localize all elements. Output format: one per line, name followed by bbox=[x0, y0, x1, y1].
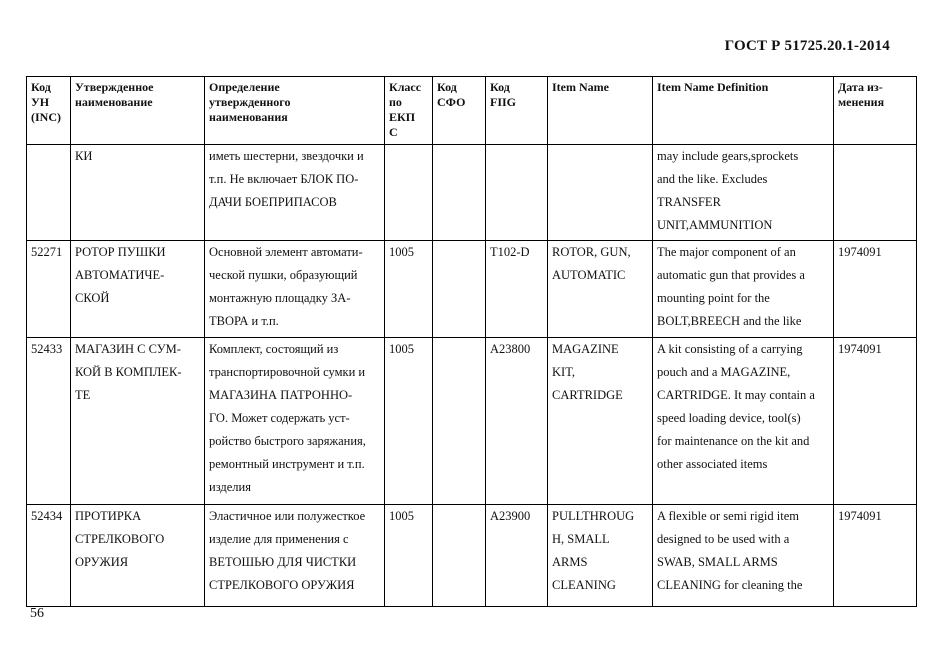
cell-line: ДАЧИ БОЕПРИПАСОВ bbox=[209, 195, 337, 209]
column-header-line: наименование bbox=[75, 95, 153, 109]
column-header-sfo bbox=[433, 77, 486, 145]
cell-line: СТРЕЛКОВОГО bbox=[75, 532, 165, 546]
column-header-line: Дата из- bbox=[838, 80, 883, 94]
column-header-line: по bbox=[389, 95, 402, 109]
cell-line: and the like. Excludes bbox=[657, 172, 768, 186]
cell-line: PULLTHROUG bbox=[552, 509, 635, 523]
cell-class bbox=[385, 145, 433, 241]
column-header-line: ЕКП bbox=[389, 110, 416, 124]
cell-line: изделие для применения с bbox=[209, 532, 349, 546]
column-header-line: FIIG bbox=[490, 95, 517, 109]
cell-line: Основной элемент автомати- bbox=[209, 245, 363, 259]
cell-line: РОТОР ПУШКИ bbox=[75, 245, 166, 259]
column-header-line: С bbox=[389, 125, 398, 139]
cell-line: транспортировочной сумки и bbox=[209, 365, 366, 379]
cell-line: AUTOMATIC bbox=[552, 268, 626, 282]
cell-fiig bbox=[486, 145, 548, 241]
cell-line: other associated items bbox=[657, 457, 768, 471]
table-row bbox=[27, 505, 917, 607]
cell-sfo bbox=[433, 338, 486, 505]
cell-value: T102-D bbox=[490, 245, 530, 259]
column-header-name bbox=[71, 77, 205, 145]
cell-definition bbox=[205, 241, 385, 338]
cell-value: 1005 bbox=[389, 245, 414, 259]
cell-line: МАГАЗИНА ПАТРОННО- bbox=[209, 388, 353, 402]
cell-value: 52433 bbox=[31, 342, 63, 356]
cell-line: т.п. Не включает БЛОК ПО- bbox=[209, 172, 359, 186]
cell-line: ROTOR, GUN, bbox=[552, 245, 631, 259]
cell-line: UNIT,AMMUNITION bbox=[657, 218, 773, 232]
cell-class bbox=[385, 241, 433, 338]
column-header-line: УН bbox=[31, 95, 50, 109]
cell-line: изделия bbox=[209, 480, 251, 494]
cell-sfo bbox=[433, 505, 486, 607]
cell-fiig bbox=[486, 241, 548, 338]
cell-inc bbox=[27, 145, 71, 241]
cell-line: ческой пушки, образующий bbox=[209, 268, 358, 282]
cell-value: 1974091 bbox=[838, 342, 882, 356]
cell-item-def bbox=[653, 145, 834, 241]
cell-inc bbox=[27, 241, 71, 338]
cell-item-def bbox=[653, 338, 834, 505]
cell-value: A23800 bbox=[490, 342, 531, 356]
table-body bbox=[27, 145, 917, 607]
cell-item-def bbox=[653, 505, 834, 607]
cell-item-name bbox=[548, 505, 653, 607]
cell-definition bbox=[205, 145, 385, 241]
column-header-line: (INC) bbox=[31, 110, 61, 124]
cell-value: 52271 bbox=[31, 245, 63, 259]
column-header-definition bbox=[205, 77, 385, 145]
cell-date bbox=[834, 241, 917, 338]
cell-line: CARTRIDGE bbox=[552, 388, 623, 402]
cell-line: speed loading device, tool(s) bbox=[657, 411, 801, 425]
cell-line: КИ bbox=[75, 149, 93, 163]
cell-name bbox=[71, 505, 205, 607]
cell-line: The major component of an bbox=[657, 245, 796, 259]
cell-fiig bbox=[486, 338, 548, 505]
cell-line: CARTRIDGE. It may contain a bbox=[657, 388, 815, 402]
column-header-line: Код bbox=[437, 80, 457, 94]
cell-line: TRANSFER bbox=[657, 195, 721, 209]
cell-line: АВТОМАТИЧЕ- bbox=[75, 268, 165, 282]
cell-line: ПРОТИРКА bbox=[75, 509, 142, 523]
cell-line: МАГАЗИН С СУМ- bbox=[75, 342, 181, 356]
cell-line: Эластичное или полужесткое bbox=[209, 509, 366, 523]
cell-line: automatic gun that provides a bbox=[657, 268, 805, 282]
cell-line: монтажную площадку ЗА- bbox=[209, 291, 351, 305]
cell-line: ройство быстрого заряжания, bbox=[209, 434, 366, 448]
cell-line: A flexible or semi rigid item bbox=[657, 509, 799, 523]
column-header-line: Класс bbox=[389, 80, 422, 94]
cell-line: SWAB, SMALL ARMS bbox=[657, 555, 778, 569]
header-row bbox=[27, 77, 917, 145]
cell-line: H, SMALL bbox=[552, 532, 610, 546]
column-header-line: Код bbox=[31, 80, 51, 94]
column-header-line: Item Name bbox=[552, 80, 609, 94]
cell-line: иметь шестерни, звездочки и bbox=[209, 149, 364, 163]
cell-item-name bbox=[548, 338, 653, 505]
cell-line: ОРУЖИЯ bbox=[75, 555, 129, 569]
cell-line: may include gears,sprockets bbox=[657, 149, 799, 163]
cell-line: CLEANING for cleaning the bbox=[657, 578, 803, 592]
cell-line: CLEANING bbox=[552, 578, 616, 592]
cell-line: ARMS bbox=[552, 555, 588, 569]
column-header-class bbox=[385, 77, 433, 145]
cell-value: 1974091 bbox=[838, 245, 882, 259]
cell-sfo bbox=[433, 241, 486, 338]
table-row bbox=[27, 145, 917, 241]
cell-name bbox=[71, 145, 205, 241]
cell-line: ТЕ bbox=[75, 388, 91, 402]
column-header-line: СФО bbox=[437, 95, 466, 109]
cell-value: 1005 bbox=[389, 342, 414, 356]
cell-inc bbox=[27, 505, 71, 607]
cell-name bbox=[71, 241, 205, 338]
column-header-item-name bbox=[548, 77, 653, 145]
cell-definition bbox=[205, 505, 385, 607]
column-header-inc bbox=[27, 77, 71, 145]
column-header-fiig bbox=[486, 77, 548, 145]
cell-item-name bbox=[548, 145, 653, 241]
cell-line: Комплект, состоящий из bbox=[209, 342, 339, 356]
column-header-item-def bbox=[653, 77, 834, 145]
cell-sfo bbox=[433, 145, 486, 241]
cell-line: ТВОРА и т.п. bbox=[209, 314, 279, 328]
cell-value: 1005 bbox=[389, 509, 414, 523]
column-header-line: Утвержденное bbox=[75, 80, 154, 94]
column-header-line: Item Name Definition bbox=[657, 80, 769, 94]
column-header-line: наименования bbox=[209, 110, 288, 124]
cell-date bbox=[834, 338, 917, 505]
classifier-table bbox=[26, 76, 917, 607]
cell-definition bbox=[205, 338, 385, 505]
cell-value: A23900 bbox=[490, 509, 531, 523]
cell-inc bbox=[27, 338, 71, 505]
cell-line: ГО. Может содержать уст- bbox=[209, 411, 350, 425]
cell-name bbox=[71, 338, 205, 505]
cell-line: for maintenance on the kit and bbox=[657, 434, 810, 448]
table-row bbox=[27, 241, 917, 338]
cell-date bbox=[834, 505, 917, 607]
cell-line: ВЕТОШЬЮ ДЛЯ ЧИСТКИ bbox=[209, 555, 357, 569]
cell-item-def bbox=[653, 241, 834, 338]
cell-value: 1974091 bbox=[838, 509, 882, 523]
cell-line: КОЙ В КОМПЛЕК- bbox=[75, 365, 182, 379]
cell-line: A kit consisting of a carrying bbox=[657, 342, 803, 356]
cell-line: pouch and a MAGAZINE, bbox=[657, 365, 791, 379]
column-header-line: Код bbox=[490, 80, 510, 94]
cell-class bbox=[385, 338, 433, 505]
cell-line: СКОЙ bbox=[75, 291, 110, 305]
cell-line: СТРЕЛКОВОГО ОРУЖИЯ bbox=[209, 578, 355, 592]
column-header-date bbox=[834, 77, 917, 145]
cell-class bbox=[385, 505, 433, 607]
cell-line: mounting point for the bbox=[657, 291, 770, 305]
cell-line: KIT, bbox=[552, 365, 576, 379]
cell-line: MAGAZINE bbox=[552, 342, 619, 356]
page-number: 56 bbox=[30, 606, 44, 621]
column-header-line: утвержденного bbox=[209, 95, 291, 109]
cell-item-name bbox=[548, 241, 653, 338]
cell-line: designed to be used with a bbox=[657, 532, 790, 546]
cell-fiig bbox=[486, 505, 548, 607]
table-row bbox=[27, 338, 917, 505]
cell-date bbox=[834, 145, 917, 241]
cell-line: BOLT,BREECH and the like bbox=[657, 314, 802, 328]
cell-value: 52434 bbox=[31, 509, 63, 523]
column-header-line: Определение bbox=[209, 80, 280, 94]
column-header-line: менения bbox=[838, 95, 885, 109]
document-code: ГОСТ Р 51725.20.1-2014 bbox=[724, 38, 890, 54]
cell-line: ремонтный инструмент и т.п. bbox=[209, 457, 365, 471]
